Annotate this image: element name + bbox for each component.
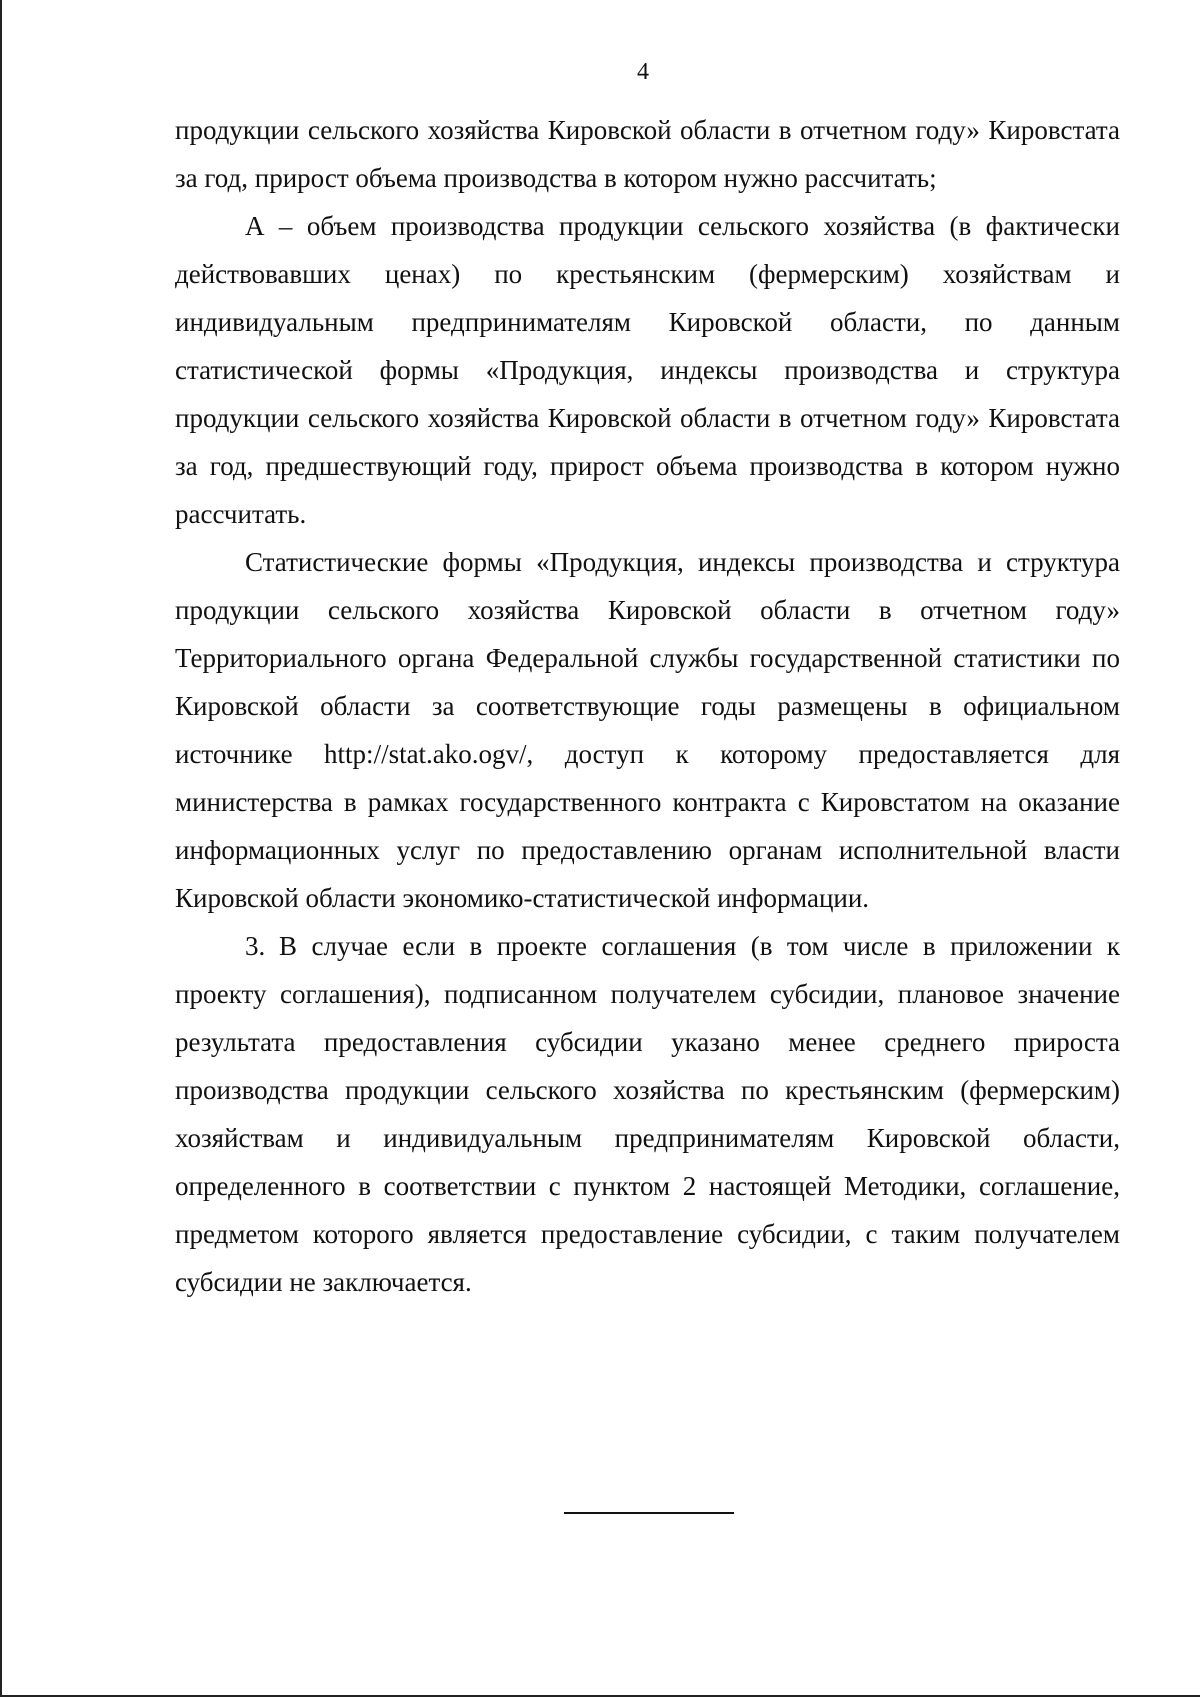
item-3-text: В случае если в проекте соглашения (в том числе в приложении к проекту соглашения), подписанном получателем субсидии, плановое значение результата предоставления субсидии указано менее среднего прироста производства продукции сельского хозяйства по крестьянским (фермерским) хозяйствам и индивидуальным предпринимателям Кировской области, определенного в соответствии с пунктом 2 настоящей Методики, соглашение, предметом которого является предоставление субсидии, с таким получателем субсидии не заключается. [175,931,1120,1297]
page-number: 4 [637,59,649,85]
document-body [175,106,1120,1306]
paragraph-item-3 [175,922,1120,1306]
item-number: 3. [245,931,266,961]
paragraph-statistical-forms: Статистические формы «Продукция, индексы производства и структура продукции сельского хозяйства Кировской области в отчетном году» Территориального органа Федеральной службы государственной статистики по Кировской области за соответствующие годы размещены в официальном источнике http://stat.ako.ogv/, доступ к которому предоставляется для министерства в рамках государственного контракта с Кировстатом на оказание информационных услуг по предоставлению органам исполнительной власти Кировской области экономико-статистической информации. [175,547,1120,913]
paragraph-continuation: продукции сельского хозяйства Кировской области в отчетном году» Кировстата за год, прирост объема производства в котором нужно рассчитать; [175,115,1120,193]
paragraph-definition-a: А – объем производства продукции сельского хозяйства (в фактически действовавших ценах) по крестьянским (фермерским) хозяйствам и индивидуальным предпринимателям Кировской области, по данным статистической формы «Продукция, индексы производства и структура продукции сельского хозяйства Кировской области в отчетном году» Кировстата за год, предшествующий году, прирост объема производства в котором нужно рассчитать. [175,211,1120,529]
end-of-document-rule [564,1512,734,1514]
